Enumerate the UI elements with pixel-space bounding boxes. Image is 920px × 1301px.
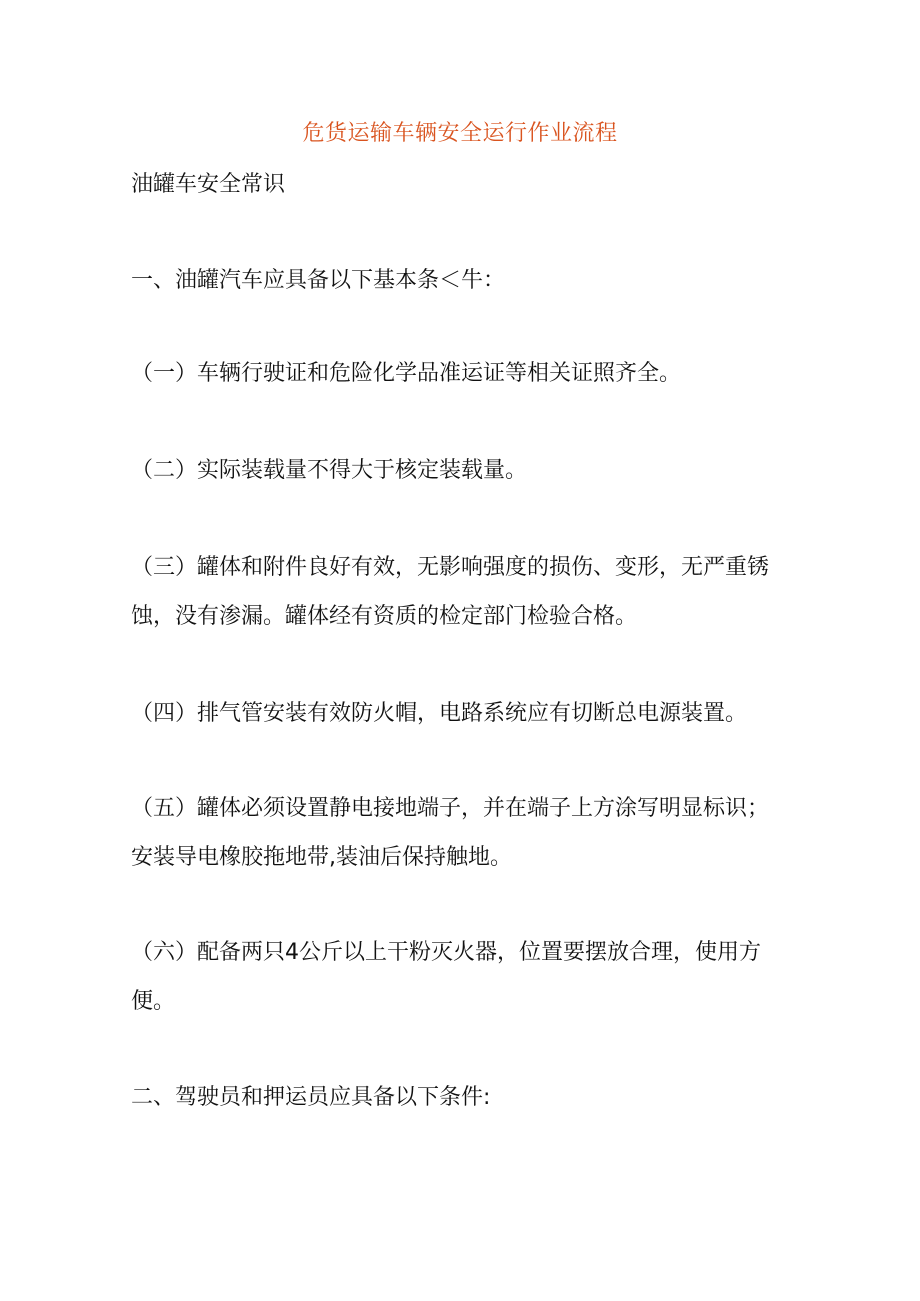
paragraph-line: 一、油罐汽车应具备以下基本条＜牛： <box>131 268 506 293</box>
document-title: 危货运输车辆安全运行作业流程 <box>302 121 618 146</box>
paragraph-line: 蚀，没有渗漏。罐体经有资质的检定部门检验合格。 <box>131 604 638 629</box>
paragraph-line: （四）排气管安装有效防火帽，电路系统应有切断总电源装置。 <box>131 701 748 726</box>
paragraph-line: （五）罐体必须设置静电接地端子，并在端子上方涂写明显标识； <box>131 796 770 821</box>
paragraph-line: （二）实际装载量不得大于核定装载量。 <box>131 458 528 483</box>
paragraph-line: （一）车辆行驶证和危险化学品准运证等相关证照齐全。 <box>131 361 682 386</box>
section-heading: 油罐车安全常识 <box>131 172 286 197</box>
paragraph-line: 二、驾驶员和押运员应具备以下条件: <box>131 1085 491 1110</box>
paragraph-line: 便。 <box>131 989 176 1014</box>
paragraph-line: （六）配备两只4公斤以上干粉灭火器，位置要摆放合理，使用方 <box>131 940 761 965</box>
paragraph-line: （三）罐体和附件良好有效，无影响强度的损伤、变形，无严重锈 <box>131 555 770 580</box>
paragraph-line: 安装导电橡胶拖地带,装油后保持触地。 <box>131 845 512 870</box>
